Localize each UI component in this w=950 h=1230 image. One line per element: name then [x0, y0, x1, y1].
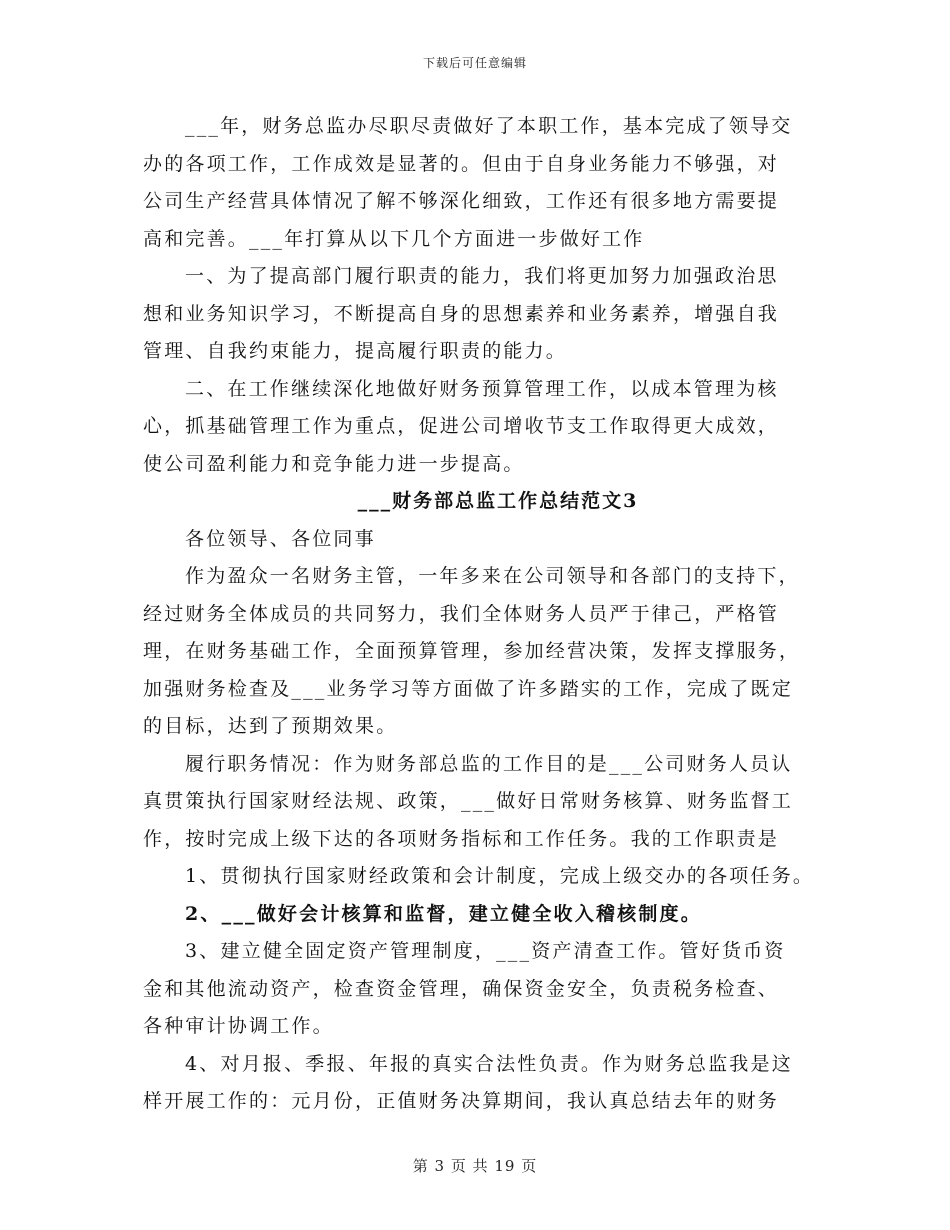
body-line: ___年，财务总监办尽职尽责做好了本职工作，基本完成了领导交 — [185, 115, 793, 137]
header-note: 下载后可任意编辑 — [422, 56, 527, 70]
body-line: 加强财务检查及___业务学习等方面做了许多踏实的工作，完成了既定 — [143, 677, 793, 700]
body-line: 办的各项工作，工作成效是显著的。但由于自身业务能力不够强，对 — [143, 152, 780, 175]
document-body — [143, 108, 823, 1121]
list-item-bold: 2、___做好会计核算和监督，建立健全收入稽核制度。 — [185, 902, 702, 925]
body-line: 作为盈众一名财务主管，一年多来在公司领导和各部门的支持下， — [185, 565, 800, 587]
list-item: 3、建立健全固定资产管理制度，___资产清查工作。管好货币资 — [185, 940, 786, 962]
body-line: 心，抓基础管理工作为重点，促进公司增收节支工作取得更大成效， — [143, 415, 780, 437]
body-line: 公司生产经营具体情况了解不够深化细致，工作还有很多地方需要提 — [143, 190, 780, 212]
body-line: 一、为了提高部门履行职责的能力，我们将更加努力加强政治思 — [185, 265, 779, 287]
body-line: 使公司盈利能力和竞争能力进一步提高。 — [143, 452, 525, 475]
body-line: 履行职务情况：作为财务部总监的工作目的是___公司财务人员认 — [185, 752, 793, 775]
body-line: 二、在工作继续深化地做好财务预算管理工作，以成本管理为核 — [185, 377, 779, 400]
body-line: 高和完善。___年打算从以下几个方面进一步做好工作 — [143, 227, 645, 250]
body-line: 样开展工作的：元月份，正值财务决算期间，我认真总结去年的财务 — [143, 1090, 780, 1112]
page-number: 第 3 页 共 19 页 — [412, 1157, 538, 1175]
body-line: 作，按时完成上级下达的各项财务指标和工作任务。我的工作职责是 — [143, 827, 780, 850]
body-line: 管理、自我约束能力，提高履行职责的能力。 — [143, 340, 568, 362]
body-line: 理，在财务基础工作，全面预算管理，参加经营决策，发挥支撑服务， — [143, 640, 801, 662]
body-line: 各种审计协调工作。 — [143, 1015, 334, 1037]
body-line: 的目标，达到了预期效果。 — [143, 715, 398, 737]
body-line: 经过财务全体成员的共同努力，我们全体财务人员严于律己，严格管 — [143, 602, 780, 625]
list-item: 1、贯彻执行国家财经政策和会计制度，完成上级交办的各项任务。 — [185, 865, 815, 887]
body-line: 想和业务知识学习，不断提高自身的思想素养和业务素养，增强自我 — [143, 302, 780, 325]
list-item: 4、对月报、季报、年报的真实合法性负责。作为财务总监我是这 — [185, 1052, 793, 1075]
salutation: 各位领导、各位同事 — [185, 527, 376, 550]
body-line: 真贯策执行国家财经法规、政策，___做好日常财务核算、财务监督工 — [143, 790, 793, 812]
body-line: 金和其他流动资产，检查资金管理，确保资金安全，负责税务检查、 — [143, 977, 780, 1000]
section-title: ___财务部总监工作总结范文3 — [357, 490, 639, 512]
